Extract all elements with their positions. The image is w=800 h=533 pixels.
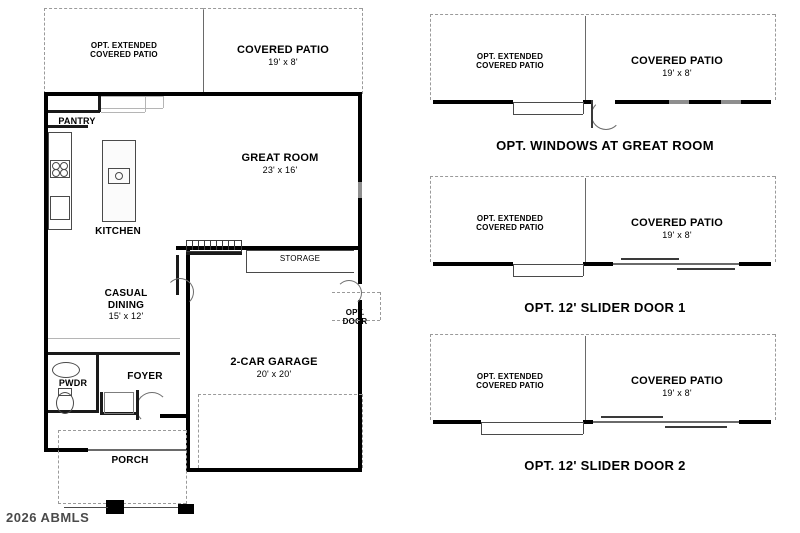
label-covered-patio: COVERED PATIO 19' x 8' [236, 44, 330, 67]
opt1-wall-b [583, 100, 591, 104]
label-opt-extended-covered-patio: OPT. EXTENDED COVERED PATIO [90, 41, 158, 60]
opt1-label-extended-patio: OPT. EXTENDED COVERED PATIO [476, 52, 544, 71]
site-marker-1 [106, 500, 124, 514]
opt1-window-1 [669, 100, 689, 104]
label-porch: PORCH [111, 455, 149, 466]
caption-opt-windows-at-great-room: OPT. WINDOWS AT GREAT ROOM [496, 138, 714, 153]
powder-sink [52, 362, 80, 378]
opt2-inner-line-4 [583, 264, 584, 276]
option-opt-12-slider-door-2 [425, 330, 785, 473]
label-pantry: PANTRY [58, 116, 96, 126]
opt1-label-covered-patio: COVERED PATIO 19' x 8' [630, 55, 724, 78]
opt3-slider-track [593, 421, 739, 423]
opt3-dashed-top [430, 334, 775, 335]
pantry-wall-top [48, 110, 100, 113]
opt3-inner-line-4 [583, 422, 584, 434]
driveway-dashed-top [198, 394, 362, 395]
patio-divider [203, 10, 204, 94]
covered-patio-dashed-right [362, 8, 363, 94]
opt2-label-extended-patio: OPT. EXTENDED COVERED PATIO [476, 214, 544, 233]
exterior-wall-left-lower [44, 414, 48, 452]
opt2-wall-a [433, 262, 513, 266]
toilet-tank [58, 388, 72, 396]
pantry-wall-right [98, 96, 101, 112]
burner-3 [52, 169, 60, 177]
stair-treads [186, 240, 240, 250]
opt2-patio-divider [585, 178, 586, 262]
opt3-wall-b [583, 420, 593, 424]
opt-patio-dashed-top [44, 8, 203, 9]
opt1-wall-a [433, 100, 513, 104]
opt3-slider-panel-2 [665, 426, 727, 428]
opt2-slider-panel-2 [677, 268, 735, 270]
opt1-door-leaf [591, 100, 593, 128]
exterior-wall-bottom-left [44, 448, 80, 452]
opt2-dashed-top [430, 176, 775, 177]
opt1-inner-line-3 [513, 102, 514, 114]
foyer-wall-left [100, 392, 103, 414]
powder-wall-bottom [48, 410, 98, 413]
opt3-slider-panel-1 [601, 416, 663, 418]
dining-door-swing [166, 278, 194, 306]
opt2-inner-line-3 [513, 264, 514, 276]
label-pwdr: PWDR [58, 378, 88, 388]
label-storage: STORAGE [279, 254, 321, 263]
opt-patio-dashed-left [44, 8, 45, 94]
entry-wall-right [160, 414, 186, 418]
opt3-label-extended-patio: OPT. EXTENDED COVERED PATIO [476, 372, 544, 391]
caption-opt-12-slider-door-2: OPT. 12' SLIDER DOOR 2 [524, 458, 686, 473]
burner-4 [60, 169, 68, 177]
kitchen-detail-1 [101, 112, 145, 113]
kitchen-upper-cabinet-end [163, 96, 164, 108]
opt3-patio-divider [585, 336, 586, 420]
kitchen-upper-cabinet-line-2 [101, 108, 163, 109]
opt3-label-covered-patio: COVERED PATIO 19' x 8' [630, 375, 724, 398]
opt2-inner-line [513, 264, 583, 265]
watermark: 2026 ABMLS [6, 510, 90, 525]
site-line-left [64, 507, 108, 508]
storage-bottom [246, 272, 354, 273]
opt2-dashed-left [430, 176, 431, 262]
exterior-wall-right-mid [358, 250, 362, 284]
opt3-wall-c [739, 420, 771, 424]
storage-left [246, 250, 247, 272]
stair-wall [186, 252, 242, 255]
entry-door-leaf [136, 390, 139, 420]
opt-door-swing [336, 280, 362, 306]
opt1-inner-line-2 [513, 114, 583, 115]
foyer-closet [104, 392, 134, 414]
option-opt-windows-at-great-room [425, 10, 785, 153]
opt3-dashed-left [430, 334, 431, 420]
opt3-inner-line-2 [481, 434, 583, 435]
opt2-slider-track [613, 263, 739, 265]
sink-drain [115, 172, 123, 180]
opt2-dashed-right [775, 176, 776, 262]
opt2-slider-panel-1 [621, 258, 679, 260]
caption-opt-12-slider-door-1: OPT. 12' SLIDER DOOR 1 [524, 300, 686, 315]
opt3-inner-line-3 [481, 422, 482, 434]
opt2-label-covered-patio: COVERED PATIO 19' x 8' [630, 217, 724, 240]
opt1-window-2 [721, 100, 741, 104]
opt1-wall-c [615, 100, 771, 104]
porch-dashed-right [186, 430, 187, 504]
porch-edge [80, 449, 186, 451]
label-2-car-garage: 2-CAR GARAGE 20' x 20' [230, 356, 318, 379]
site-line-mid [124, 507, 178, 508]
driveway-dashed-right [362, 394, 363, 468]
label-opt-door: OPT. DOOR [342, 308, 368, 327]
porch-dashed-top [58, 430, 186, 431]
dining-detail [48, 338, 180, 339]
opt1-inner-line-4 [583, 102, 584, 114]
opt2-wall-b [583, 262, 613, 266]
opt1-patio-divider [585, 16, 586, 100]
storage-top [246, 250, 354, 251]
kitchen-upper-cabinet-line [101, 96, 163, 97]
porch-wall-stub [80, 448, 88, 452]
site-marker-2 [178, 504, 194, 514]
label-casual-dining: CASUAL DINING 15' x 12' [104, 288, 148, 321]
exterior-wall-top-right [176, 92, 362, 96]
powder-foyer-wall-top [48, 352, 180, 355]
opt3-wall-a [433, 420, 481, 424]
label-foyer: FOYER [127, 371, 163, 382]
refrigerator [50, 196, 70, 220]
exterior-wall-right-upper [358, 92, 362, 250]
opt2-wall-c [739, 262, 771, 266]
opt1-door-swing [591, 100, 621, 130]
opt1-dashed-top [430, 14, 775, 15]
covered-patio-dashed-top [203, 8, 362, 9]
garage-front-wall [186, 468, 362, 472]
opt3-inner-line [481, 422, 583, 423]
opt1-inner-line [513, 102, 583, 103]
label-great-room: GREAT ROOM 23' x 16' [241, 152, 319, 175]
kitchen-detail-2 [145, 96, 146, 112]
opt1-dashed-left [430, 14, 431, 100]
option-opt-12-slider-door-1 [425, 172, 785, 315]
driveway-dashed-left [198, 394, 199, 468]
great-room-window [358, 182, 362, 198]
porch-dashed-left [58, 430, 59, 504]
opt3-dashed-right [775, 334, 776, 420]
label-kitchen: KITCHEN [95, 226, 141, 237]
opt2-inner-line-2 [513, 276, 583, 277]
entry-door-swing [136, 392, 168, 424]
opt1-dashed-right [775, 14, 776, 100]
